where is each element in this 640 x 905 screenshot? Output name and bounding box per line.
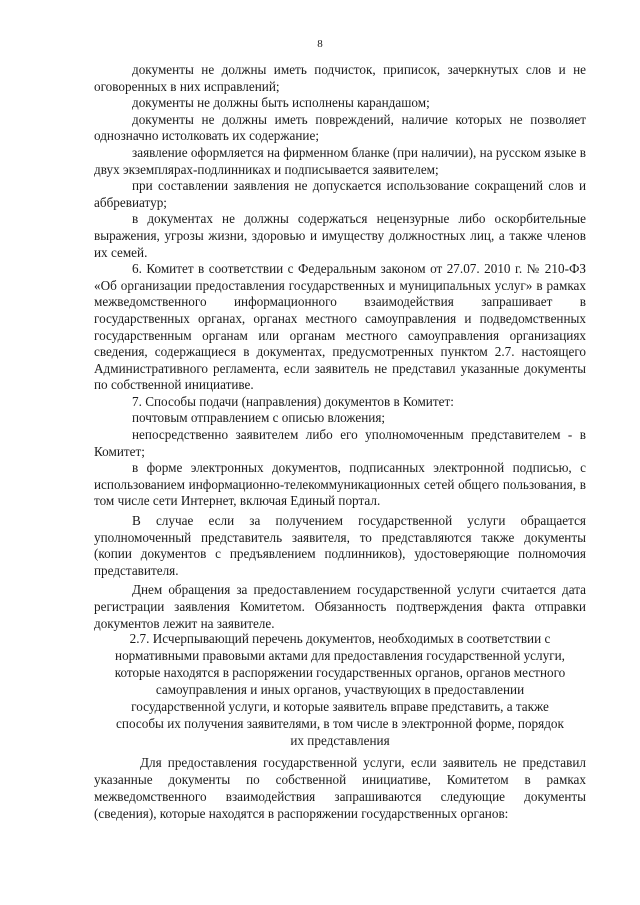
paragraph: 6. Комитет в соответствии с Федеральным законом от 27.07. 2010 г. № 210-ФЗ «Об организации предоставления государственных и муниципальных услуг» в рамках межведомственного информационного взаимодействия запрашивает в государственных органах, органах местного самоуправления и подведомственных государственным органам или органам местного самоуправления организациях сведения, содержащиеся в документах, предусмотренных пунктом 2.7. настоящего Административного регламента, если заявитель не представил указанные документы по собственной инициативе. [94,261,586,393]
paragraph: 7. Способы подачи (направления) документов в Комитет: [132,393,454,409]
paragraph: В случае если за получением государственной услуги обращается уполномоченный представитель заявителя, то представляются также документы (копии документов с предъявлением подлинников), удостоверяющие полномочия представителя. [94,513,586,578]
paragraph: непосредственно заявителем либо его уполномоченным представителем - в Комитет; [94,427,586,459]
paragraph: документы не должны иметь повреждений, наличие которых не позволяет однозначно истолковать их содержание; [94,111,586,144]
paragraph: заявление оформляется на фирменном бланке (при наличии), на русском языке в двух экземплярах-подлинниках и подписывается заявителем; [94,144,586,177]
closing-text [94,754,586,822]
paragraph: при составлении заявления не допускается использование сокращений слов и аббревиатур; [94,178,586,210]
heading-line: их представления [290,733,390,748]
heading-line: нормативными правовыми актами для предоставления государственной услуги, [115,648,565,663]
closing-paragraph: Для предоставления государственной услуги, если заявитель не представил указанные документы по собственной инициативе, Комитетом в рамках межведомственного взаимодействия запрашиваются следующие документы (сведения), которые находятся в распоряжении государственных органов: [94,755,586,821]
heading-line: самоуправления и иных органов, участвующих в предоставлении [155,682,525,697]
paragraph: в документах не должны содержаться нецензурные либо оскорбительные выражения, угрозы жизни, здоровью и имуществу должностных лиц, а также членов их семей. [94,211,586,260]
heading-line: которые находятся в распоряжении государственных органов, органов местного [114,665,566,680]
paragraph: документы не должны иметь подчисток, приписок, зачеркнутых слов и не оговоренных в них исправлений; [94,62,586,94]
section-heading [94,630,586,749]
paragraph: в форме электронных документов, подписанных электронной подписью, с использованием информационно-телекоммуникационных сетей общего пользования, в том числе сети Интернет, включая Единый портал. [94,460,586,509]
body-text [94,62,586,632]
heading-line: государственной услуги, и которые заявитель вправе представить, а также [131,699,549,714]
paragraph: Днем обращения за предоставлением государственной услуги считается дата регистрации заявления Комитетом. Обязанность подтверждения факта отправки документов лежит на заявителе. [94,582,586,631]
page-number: 8 [317,38,323,50]
heading-line: 2.7. Исчерпывающий перечень документов, необходимых в соответствии с [129,631,551,646]
paragraph: документы не должны быть исполнены карандашом; [132,95,430,111]
paragraph: почтовым отправлением с описью вложения; [132,410,386,426]
heading-line: способы их получения заявителями, в том числе в электронной форме, порядок [116,716,564,731]
